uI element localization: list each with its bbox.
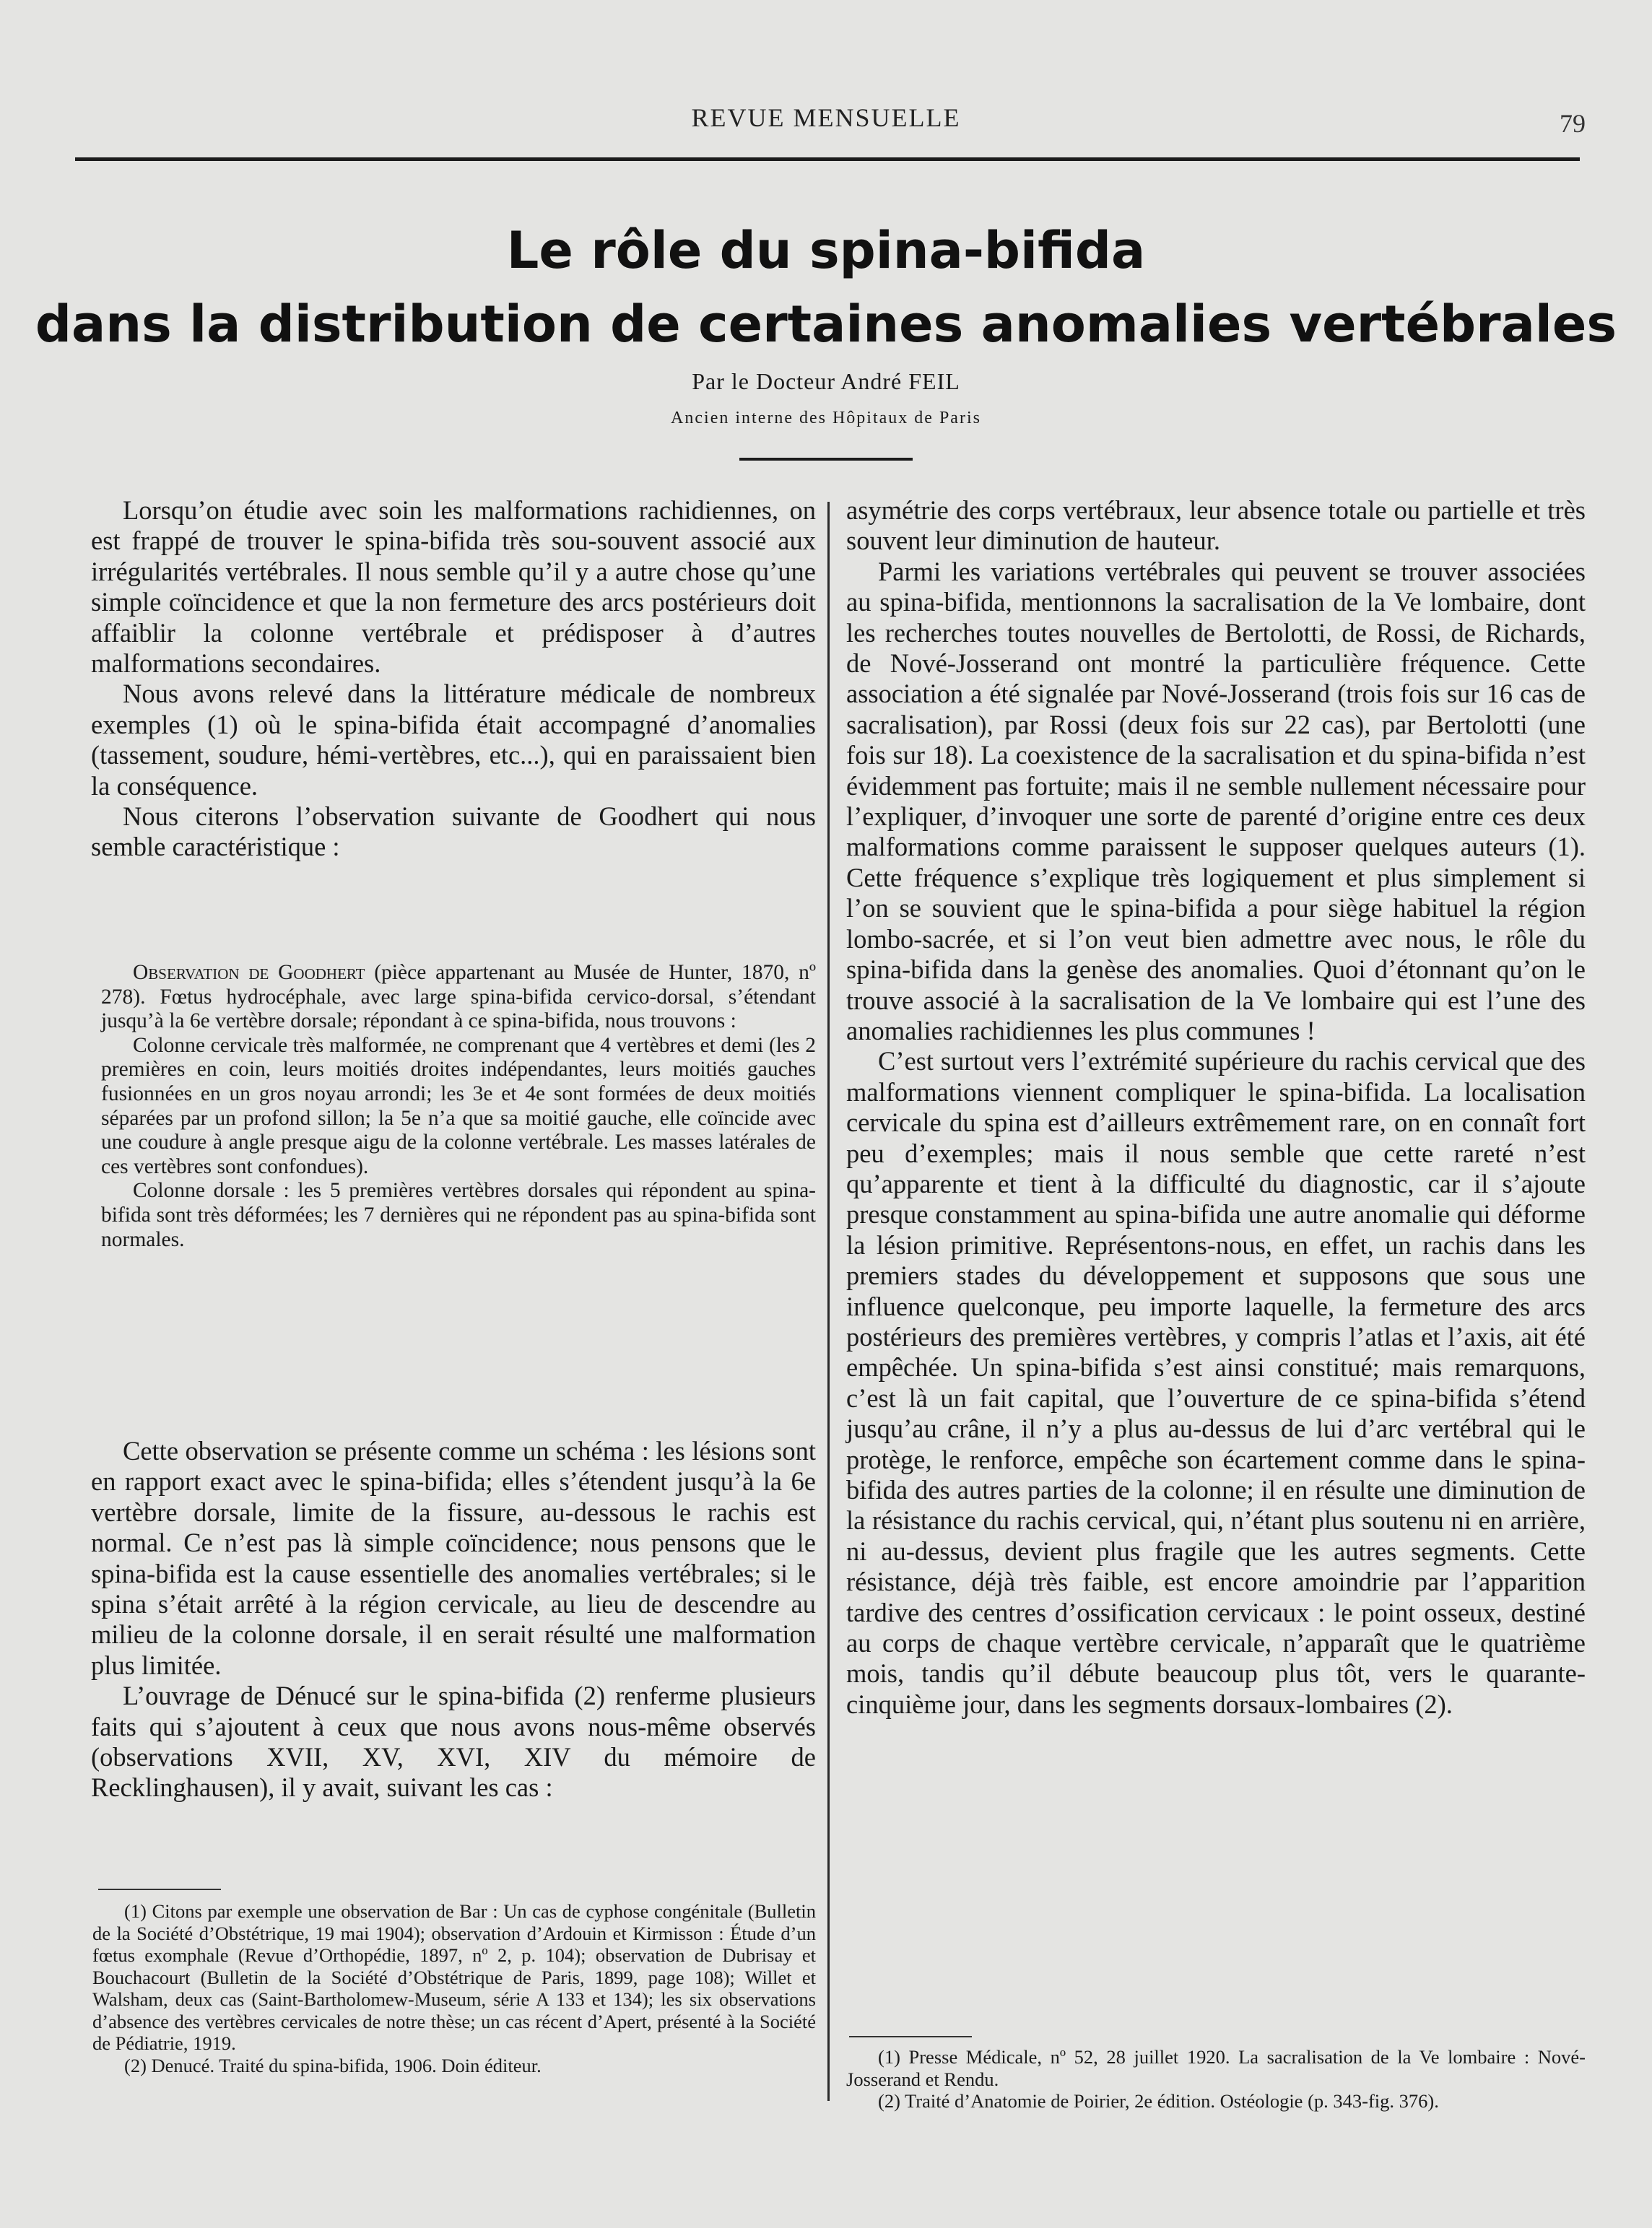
- footnote: (2) Traité d’Anatomie de Poirier, 2e édition. Ostéologie (p. 343-fig. 376).: [878, 2090, 1439, 2112]
- observation-text: (pièce appartenant au Musée de Hunter, 1870, nº 278). Fœtus hydrocéphale, avec large spina-bifida cervico-dorsal, s’étendant jusqu’à la 6e vertèbre dorsale; répondant à ce spina-bifida, nous trouvons :: [101, 961, 817, 1033]
- column-divider: [827, 502, 830, 2101]
- footnote: (1) Presse Médicale, nº 52, 28 juillet 1920. La sacralisation de la Ve lombaire : Nové-Josserand et Rendu.: [846, 2046, 1586, 2090]
- footnote: (2) Denucé. Traité du spina-bifida, 1906. Doin éditeur.: [124, 2054, 542, 2076]
- paragraph: L’ouvrage de Dénucé sur le spina-bifida (2) renferme plusieurs faits qui s’ajoutent à ceux que nous avons nous-même observés (observations XVII, XV, XVI, XIV du mémoire de Recklinghausen), il y avait, suivant les cas :: [91, 1681, 816, 1803]
- paragraph: asymétrie des corps vertébraux, leur absence totale ou partielle et très souvent leur diminution de hauteur.: [846, 495, 1586, 556]
- paragraph: Nous avons relevé dans la littérature médicale de nombreux exemples (1) où le spina-bifida était accompagné d’anomalies (tassement, soudure, hémi-vertèbres, etc...), qui en paraissaient bien la conséquence.: [91, 679, 816, 801]
- right-footnotes: [846, 2046, 1586, 2112]
- right-column-text: [846, 495, 1586, 1720]
- paragraph: C’est surtout vers l’extrémité supérieure du rachis cervical que des malformations viennent compliquer le spina-bifida. La localisation cervicale du spina est d’ailleurs extrêmement rare, on en connaît fort peu d’exemples; mais il nous semble que cette rareté n’est qu’apparente et tient à la difficulté du diagnostic, car il s’ajoute presque constamment au spina-bifida une autre anomalie qui déforme la lésion primitive. Représentons-nous, en effet, un rachis dans les premiers stades du développement et supposons que sous une influence quelconque, peu importe laquelle, la fermeture des arcs postérieurs des premières vertèbres, y compris l’atlas et l’axis, ait été empêchée. Un spina-bifida s’est ainsi constitué; mais remarquons, c’est là un fait capital, que l’ouverture de ce spina-bifida s’étend jusqu’au crâne, il n’y a plus au-dessus de lui d’arc vertébral qui le protège, le renforce, empêche son écartement comme dans le spina-bifida des autres parties de la colonne; il en résulte une diminution de la résistance du rachis cervical, qui, n’étant plus soutenu ni en arrière, ni au-dessus, devient plus fragile que les autres segments. Cette résistance, déjà très faible, est encore amoindrie par l’apparition tardive des centres d’ossification cervicaux : le point osseux, destiné au corps de chaque vertèbre cervicale, n’apparaît que le quatrième mois, tandis qu’il débute beaucoup plus tôt, vers le quarante-cinquième jour, dans les segments dorsaux-lombaires (2).: [846, 1046, 1586, 1719]
- observation-paragraph: Colonne cervicale très malformée, ne comprenant que 4 vertèbres et demi (les 2 premières en coin, leurs moitiés droites indépendantes, leurs moitiés gauches fusionnées en un gros noyau arrondi; les 3e et 4e sont formées de deux moitiés séparées par un profond sillon; la 5e n’a que sa moitié gauche, elle coïncide avec une coudure à angle presque aigu de la colonne vertébrale. Les masses latérales de ces vertèbres sont confondues).: [101, 1033, 816, 1178]
- article-title-line-2: dans la distribution de certaines anomalies vertébrales: [35, 295, 1617, 354]
- paragraph: Cette observation se présente comme un schéma : les lésions sont en rapport exact avec le spina-bifida; elles s’étendent jusqu’à la 6e vertèbre dorsale, limite de la fissure, au-dessous le rachis est normal. Ce n’est pas là simple coïncidence; nous pensons que le spina-bifida est la cause essentielle des anomalies vertébrales; si le spina s’était arrêté à la région cervicale, au lieu de descendre au milieu de la colonne dorsale, il en serait résulté une malformation plus limitée.: [91, 1436, 816, 1680]
- header-rule: [75, 157, 1580, 161]
- left-column-intro: [91, 495, 816, 863]
- author-affiliation: Ancien interne des Hôpitaux de Paris: [671, 409, 981, 427]
- observation-block: [101, 961, 816, 1252]
- footnote-rule: [98, 1889, 221, 1890]
- observation-paragraph: Colonne dorsale : les 5 premières vertèbres dorsales qui répondent au spina-bifida sont très déformées; les 7 dernières qui ne répondent pas au spina-bifida sont normales.: [101, 1179, 816, 1251]
- observation-label: Observation de Goodhert: [133, 961, 365, 984]
- author-byline: Par le Docteur André FEIL: [692, 368, 960, 394]
- paragraph: Lorsqu’on étudie avec soin les malformations rachidiennes, on est frappé de trouver le spina-bifida très sou-souvent associé aux irrégularités vertébrales. Il nous semble qu’il y a autre chose qu’une simple coïncidence et que la non fermeture des arcs postérieurs doit affaiblir la colonne vertébrale et prédisposer à d’autres malformations secondaires.: [91, 495, 816, 679]
- running-head: REVUE MENSUELLE: [691, 103, 961, 132]
- paragraph: Nous citerons l’observation suivante de Goodhert qui nous semble caractéristique :: [91, 801, 816, 862]
- article-title-line-1: Le rôle du spina-bifida: [506, 221, 1146, 280]
- title-rule: [739, 458, 913, 461]
- page-number: 79: [1560, 109, 1586, 138]
- observation-intro: [101, 961, 816, 1034]
- footnote-rule: [849, 2036, 972, 2037]
- left-footnotes: [92, 1900, 816, 2076]
- left-column-discussion: [91, 1436, 816, 1803]
- footnote: (1) Citons par exemple une observation de Bar : Un cas de cyphose congénitale (Bulletin de la Société d’Obstétrique, 19 mai 1904); observation d’Ardouin et Kirmisson : Étude d’un fœtus exomphale (Revue d’Orthopédie, 1897, nº 2, p. 104); observation de Dubrisay et Bouchacourt (Bulletin de la Société d’Obstétrique de Paris, 1899, page 108); Willet et Walsham, deux cas (Saint-Bartholomew-Museum, série A 133 et 134); les six observations d’absence des vertèbres cervicales de notre thèse; un cas récent d’Apert, présenté à la Société de Pédiatrie, 1919.: [92, 1900, 816, 2054]
- paragraph: Parmi les variations vertébrales qui peuvent se trouver associées au spina-bifida, mentionnons la sacralisation de la Ve lombaire, dont les recherches toutes nouvelles de Bertolotti, de Rossi, de Richards, de Nové-Josserand ont montré la particulière fréquence. Cette association a été signalée par Nové-Josserand (trois fois sur 16 cas de sacralisation), par Rossi (deux fois sur 22 cas), par Bertolotti (une fois sur 18). La coexistence de la sacralisation et du spina-bifida n’est évidemment pas fortuite; mais il ne semble nullement nécessaire pour l’expliquer, d’invoquer une sorte de parenté d’origine entre ces deux malformations comme paraissent le supposer quelques auteurs (1). Cette fréquence s’explique très logiquement et plus simplement si l’on se souvient que le spina-bifida a pour siège habituel la région lombo-sacrée, et si l’on veut bien admettre avec nous, le rôle du spina-bifida dans la genèse des anomalies. Quoi d’étonnant qu’on le trouve associé à la sacralisation de la Ve lombaire qui est l’une des anomalies rachidiennes les plus communes !: [846, 556, 1586, 1045]
